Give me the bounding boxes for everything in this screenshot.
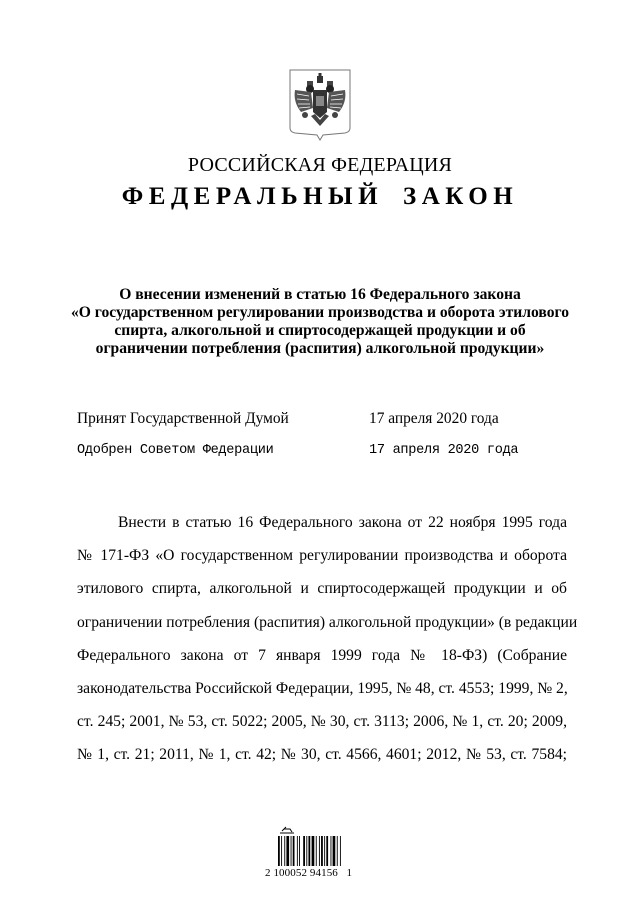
barcode-bar: [291, 836, 292, 866]
barcode-number: 2 100052 94156 1: [265, 867, 353, 879]
body-line: законодательства Российской Федерации, 1995, № 48, ст. 4553; 1999, № 2,: [77, 679, 568, 697]
adoption-date: 17 апреля 2020 года: [369, 410, 499, 427]
barcode-bar: [340, 836, 341, 866]
body-line: № 1, ст. 21; 2011, № 1, ст. 42; № 30, ст. 4566, 4601; 2012, № 53, ст. 7584;: [77, 746, 567, 764]
adoption-date: 17 апреля 2020 года: [369, 443, 519, 458]
barcode-bar: [331, 836, 332, 866]
document-type-heading: [0, 183, 640, 211]
barcode-bar: [303, 836, 305, 866]
barcode-bar: [308, 836, 310, 866]
adoption-label: Принят Государственной Думой: [77, 410, 289, 427]
barcode-bar: [286, 836, 289, 866]
coat-of-arms-icon: [287, 68, 353, 142]
barcode-bar: [324, 836, 325, 866]
law-title-line: О внесении изменений в статью 16 Федерального закона: [119, 286, 521, 303]
body-line: Внести в статью 16 Федерального закона от 22 ноября 1995 года: [118, 514, 567, 531]
barcode-bar: [319, 836, 320, 866]
barcode-mark: [280, 827, 294, 833]
document-type-word-2: ЗАКОН: [403, 183, 519, 210]
law-title: [60, 286, 580, 358]
barcode-bar: [333, 836, 336, 866]
barcode-bar: [312, 836, 315, 866]
barcode-bar: [278, 836, 280, 866]
barcode-bar: [284, 836, 285, 866]
document-type-word-1: ФЕДЕРАЛЬНЫЙ: [121, 183, 384, 210]
body-line: Федерального закона от 7 января 1999 года № 18-ФЗ) (Собрание: [77, 646, 567, 664]
body-line: этилового спирта, алкогольной и спиртосодержащей продукции и об: [77, 580, 567, 598]
barcode-bar: [326, 836, 328, 866]
body-line: ст. 245; 2001, № 53, ст. 5022; 2005, № 30, ст. 3113; 2006, № 1, ст. 20; 2009,: [77, 713, 567, 731]
barcode-bar: [316, 836, 317, 866]
barcode-bar: [281, 836, 282, 866]
country-name: РОССИЙСКАЯ ФЕДЕРАЦИЯ: [187, 154, 453, 176]
law-title-line: ограничении потребления (распития) алкогольной продукции»: [95, 340, 545, 357]
barcode-bar: [297, 836, 298, 866]
body-line: ограничении потребления (распития) алкогольной продукции» (в редакции: [77, 613, 578, 631]
law-title-line: «О государственном регулировании производства и оборота этилового: [70, 304, 570, 321]
barcode-bar: [321, 836, 323, 866]
adoption-label: Одобрен Советом Федерации: [77, 443, 274, 458]
barcode-bar: [293, 836, 295, 866]
barcode-bar: [306, 836, 307, 866]
body-line: № 171-ФЗ «О государственном регулировании производства и оборота: [77, 547, 567, 565]
barcode-bar: [337, 836, 338, 866]
law-title-line: спирта, алкогольной и спиртосодержащей продукции и об: [114, 322, 526, 339]
law-body: [77, 506, 578, 772]
barcode-bar: [299, 836, 300, 866]
